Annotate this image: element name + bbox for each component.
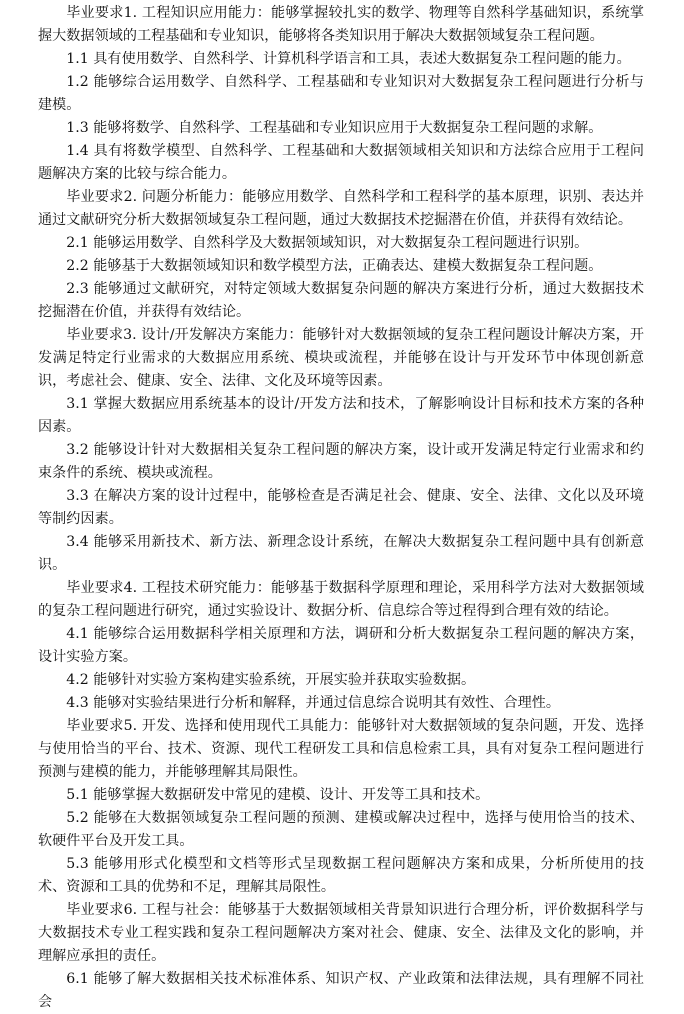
requirement-2: 毕业要求2. 问题分析能力：能够应用数学、自然科学和工程科学的基本原理，识别、表达并通过文献研究分析大数据领域复杂工程问题，通过大数据技术挖掘潜在价值，并获得有效结论。 — [38, 189, 644, 228]
requirement-5: 毕业要求5. 开发、选择和使用现代工具能力：能够针对大数据领域的复杂问题，开发、选择与使用恰当的平台、技术、资源、现代工程研发工具和信息检索工具，具有对复杂工程问题进行预测与建模的能力，并能够理解其局限性。 — [38, 718, 644, 780]
indicator-4-1: 4.1 能够综合运用数据科学相关原理和方法，调研和分析大数据复杂工程问题的解决方案，设计实验方案。 — [38, 626, 644, 665]
indicator-1-2: 1.2 能够综合运用数学、自然科学、工程基础和专业知识对大数据复杂工程问题进行分析与建模。 — [38, 74, 644, 113]
indicator-4-3: 4.3 能够对实验结果进行分析和解释，并通过信息综合说明其有效性、合理性。 — [66, 695, 561, 711]
indicator-5-1: 5.1 能够掌握大数据研发中常见的建模、设计、开发等工具和技术。 — [66, 787, 490, 803]
indicator-1-3: 1.3 能够将数学、自然科学、工程基础和专业知识应用于大数据复杂工程问题的求解。 — [66, 120, 603, 136]
indicator-1-4: 1.4 具有将数学模型、自然科学、工程基础和大数据领域相关知识和方法综合应用于工程问题解决方案的比较与综合能力。 — [38, 143, 644, 182]
requirement-6: 毕业要求6. 工程与社会：能够基于大数据领域相关背景知识进行合理分析，评价数据科学与大数据技术专业工程实践和复杂工程问题解决方案对社会、健康、安全、法律及文化的影响，并理解应承担的责任。 — [38, 902, 644, 964]
indicator-5-2: 5.2 能够在大数据领域复杂工程问题的预测、建模或解决过程中，选择与使用恰当的技术、软硬件平台及开发工具。 — [38, 810, 644, 849]
indicator-2-2: 2.2 能够基于大数据领域知识和数学模型方法，正确表达、建模大数据复杂工程问题。 — [66, 258, 603, 274]
requirement-4: 毕业要求4. 工程技术研究能力：能够基于数据科学原理和理论，采用科学方法对大数据领域的复杂工程问题进行研究，通过实验设计、数据分析、信息综合等过程得到合理有效的结论。 — [38, 580, 644, 619]
indicator-3-4: 3.4 能够采用新技术、新方法、新理念设计系统，在解决大数据复杂工程问题中具有创新意识。 — [38, 534, 644, 573]
indicator-2-1: 2.1 能够运用数学、自然科学及大数据领域知识，对大数据复杂工程问题进行识别。 — [66, 235, 589, 251]
requirement-1: 毕业要求1. 工程知识应用能力：能够掌握较扎实的数学、物理等自然科学基础知识，系统掌握大数据领域的工程基础和专业知识，能够将各类知识用于解决大数据领域复杂工程问题。 — [38, 5, 644, 44]
indicator-3-3: 3.3 在解决方案的设计过程中，能够检查是否满足社会、健康、安全、法律、文化以及环境等制约因素。 — [38, 488, 644, 527]
requirement-3: 毕业要求3. 设计/开发解决方案能力：能够针对大数据领域的复杂工程问题设计解决方案，开发满足特定行业需求的大数据应用系统、模块或流程，并能够在设计与开发环节中体现创新意识，考虑社会、健康、安全、法律、文化及环境等因素。 — [38, 327, 644, 389]
document-body — [38, 2, 644, 1014]
indicator-4-2: 4.2 能够针对实验方案构建实验系统，开展实验并获取实验数据。 — [66, 672, 476, 688]
indicator-1-1: 1.1 具有使用数学、自然科学、计算机科学语言和工具，表述大数据复杂工程问题的能力。 — [66, 51, 631, 67]
indicator-2-3: 2.3 能够通过文献研究，对特定领域大数据复杂问题的解决方案进行分析，通过大数据技术挖掘潜在价值，并获得有效结论。 — [38, 281, 644, 320]
indicator-5-3: 5.3 能够用形式化模型和文档等形式呈现数据工程问题解决方案和成果，分析所使用的技术、资源和工具的优势和不足，理解其局限性。 — [38, 856, 644, 895]
indicator-3-1: 3.1 掌握大数据应用系统基本的设计/开发方法和技术，了解影响设计目标和技术方案的各种因素。 — [38, 396, 644, 435]
indicator-6-1: 6.1 能够了解大数据相关技术标准体系、知识产权、产业政策和法律法规，具有理解不同社会 — [38, 971, 644, 1010]
indicator-3-2: 3.2 能够设计针对大数据相关复杂工程问题的解决方案，设计或开发满足特定行业需求和约束条件的系统、模块或流程。 — [38, 442, 644, 481]
